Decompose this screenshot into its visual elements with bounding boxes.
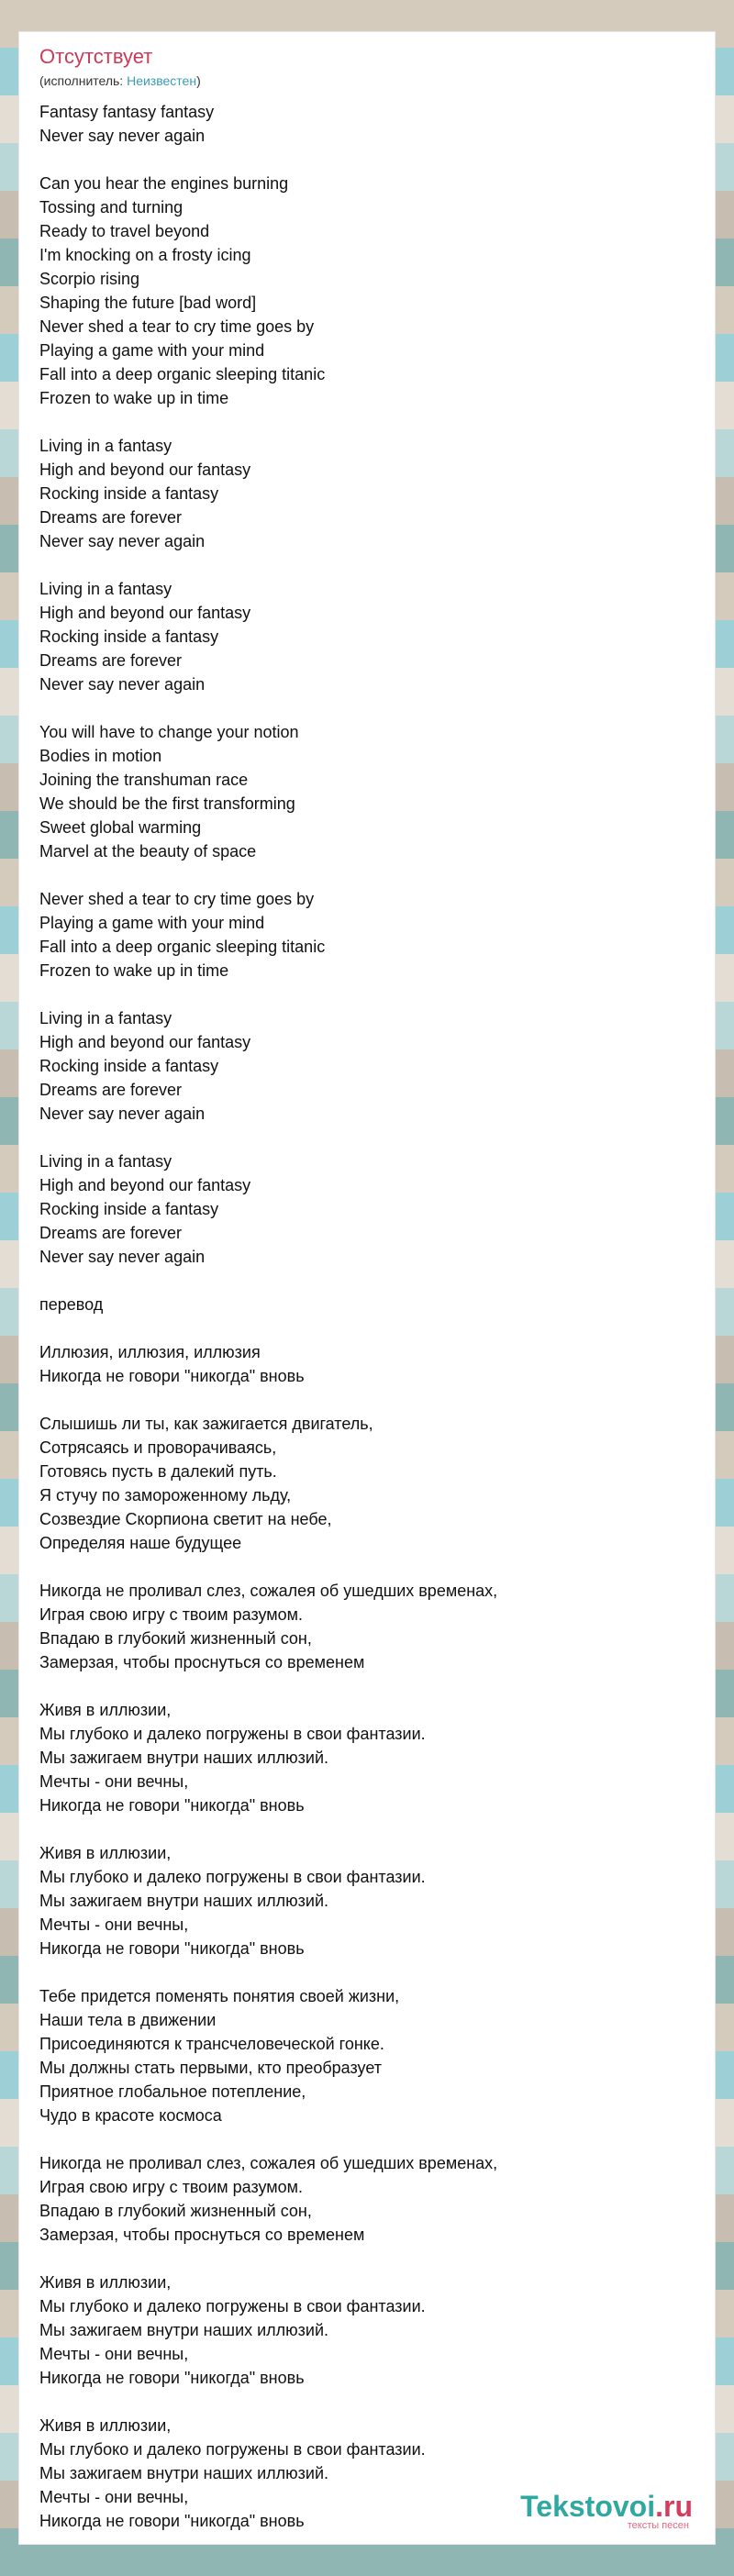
lyric-line: Присоединяются к трансчеловеческой гонке.: [39, 2035, 384, 2053]
lyric-line: Dreams are forever: [39, 1224, 183, 1242]
lyric-line: Чудо в красоте космоса: [39, 2106, 222, 2125]
stanza: [39, 887, 715, 983]
lyric-line: Мечты - они вечны,: [39, 1772, 189, 1791]
lyric-line: We should be the first transforming: [39, 794, 295, 813]
lyric-line: Играя свою игру с твоим разумом.: [39, 1605, 304, 1624]
lyric-line: Scorpio rising: [39, 270, 140, 288]
stanza: [39, 577, 715, 696]
lyric-line: Слышишь ли ты, как зажигается двигатель,: [39, 1415, 373, 1433]
lyric-line: Living in a fantasy: [39, 1009, 172, 1027]
lyric-line: Играя свою игру с твоим разумом.: [39, 2178, 304, 2196]
lyric-line: Joining the transhuman race: [39, 771, 249, 789]
lyric-line: Живя в иллюзии,: [39, 1701, 172, 1719]
lyric-line: Никогда не проливал слез, сожалея об ушедших временах,: [39, 1582, 498, 1600]
lyric-line: Наши тела в движении: [39, 2011, 217, 2029]
lyric-line: Rocking inside a fantasy: [39, 1057, 219, 1075]
lyric-line: Мы зажигаем внутри наших иллюзий.: [39, 2464, 329, 2482]
lyric-line: Dreams are forever: [39, 651, 183, 670]
lyric-line: Мы глубоко и далеко погружены в свои фантазии.: [39, 1725, 426, 1743]
lyric-line: Playing a game with your mind: [39, 341, 265, 360]
lyric-line: High and beyond our fantasy: [39, 1033, 251, 1051]
lyric-line: Can you hear the engines burning: [39, 174, 289, 193]
lyric-line: Dreams are forever: [39, 508, 183, 527]
lyric-line: Мы глубоко и далеко погружены в свои фантазии.: [39, 2297, 426, 2315]
lyric-line: Shaping the future [bad word]: [39, 294, 257, 312]
stanza: [39, 2271, 715, 2390]
lyric-line: Мы зажигаем внутри наших иллюзий.: [39, 1749, 329, 1767]
lyric-line: Никогда не проливал слез, сожалея об ушедших временах,: [39, 2154, 498, 2172]
site-logo[interactable]: [520, 2491, 693, 2531]
lyric-line: Never say never again: [39, 675, 206, 694]
lyrics-text: [19, 89, 715, 2533]
lyric-line: High and beyond our fantasy: [39, 461, 251, 479]
lyric-line: Живя в иллюзии,: [39, 2273, 172, 2292]
lyric-line: Замерзая, чтобы проснуться со временем: [39, 1653, 365, 1671]
lyric-line: Приятное глобальное потепление,: [39, 2082, 306, 2101]
lyric-line: Живя в иллюзии,: [39, 2416, 172, 2435]
stanza: [39, 100, 715, 148]
lyric-line: Мы глубоко и далеко погружены в свои фантазии.: [39, 2440, 426, 2459]
stanza: [39, 434, 715, 553]
song-header: [19, 32, 715, 89]
lyric-line: Bodies in motion: [39, 747, 162, 765]
artist-line: [39, 72, 715, 89]
lyric-line: Fantasy fantasy fantasy: [39, 103, 215, 121]
stanza: [39, 1293, 715, 1316]
lyric-line: Rocking inside a fantasy: [39, 627, 219, 646]
lyric-line: Fall into a deep organic sleeping titanic: [39, 365, 326, 383]
lyric-line: Living in a fantasy: [39, 437, 172, 455]
stanza: [39, 1579, 715, 1674]
lyric-line: Мечты - они вечны,: [39, 2345, 189, 2363]
lyric-line: I'm knocking on a frosty icing: [39, 246, 251, 264]
lyric-line: Определяя наше будущее: [39, 1534, 242, 1552]
lyric-line: Never shed a tear to cry time goes by: [39, 317, 315, 336]
stanza: [39, 172, 715, 410]
lyric-line: Playing a game with your mind: [39, 914, 265, 932]
stanza: [39, 2151, 715, 2247]
lyric-line: Никогда не говори "никогда" вновь: [39, 2512, 305, 2530]
lyric-line: You will have to change your notion: [39, 723, 299, 741]
stanza: [39, 720, 715, 863]
stanza: [39, 1984, 715, 2127]
lyric-line: Впадаю в глубокий жизненный сон,: [39, 1629, 312, 1648]
lyric-line: High and beyond our fantasy: [39, 604, 251, 622]
lyric-line: Замерзая, чтобы проснуться со временем: [39, 2226, 365, 2244]
lyric-line: Never say never again: [39, 1248, 206, 1266]
lyric-line: Never say never again: [39, 127, 206, 145]
stanza: [39, 1412, 715, 1555]
lyric-line: Living in a fantasy: [39, 580, 172, 598]
stanza: [39, 1006, 715, 1126]
lyric-line: Ready to travel beyond: [39, 222, 210, 240]
artist-prefix: (исполнитель:: [39, 73, 128, 88]
lyric-line: Никогда не говори "никогда" вновь: [39, 1367, 305, 1385]
lyric-line: Never say never again: [39, 532, 206, 550]
lyric-line: Никогда не говори "никогда" вновь: [39, 1796, 305, 1815]
artist-suffix: ): [196, 73, 201, 88]
lyric-line: Готовясь пусть в далекий путь.: [39, 1462, 277, 1481]
lyric-line: Living in a fantasy: [39, 1152, 172, 1171]
artist-link[interactable]: Неизвестен: [127, 73, 197, 88]
logo-domain: .ru: [655, 2490, 693, 2523]
lyric-line: Tossing and turning: [39, 198, 184, 217]
lyric-line: Sweet global warming: [39, 818, 202, 837]
lyric-line: Fall into a deep organic sleeping titanic: [39, 938, 326, 956]
lyric-line: Тебе придется поменять понятия своей жизни,: [39, 1987, 400, 2005]
stanza: [39, 1841, 715, 1960]
stanza: [39, 1340, 715, 1388]
logo-wordmark: [520, 2491, 693, 2522]
logo-name: Tekstovoi: [520, 2490, 656, 2523]
lyrics-card: [18, 31, 716, 2545]
lyric-line: Мы зажигаем внутри наших иллюзий.: [39, 1892, 329, 1910]
lyric-line: Впадаю в глубокий жизненный сон,: [39, 2202, 312, 2220]
lyric-line: Never shed a tear to cry time goes by: [39, 890, 315, 908]
stanza: [39, 1698, 715, 1817]
lyric-line: High and beyond our fantasy: [39, 1176, 251, 1194]
song-title: Отсутствует: [39, 45, 153, 68]
lyric-line: Я стучу по замороженному льду,: [39, 1486, 292, 1505]
lyric-line: перевод: [39, 1295, 104, 1314]
logo-tagline: тексты песен: [627, 2520, 689, 2531]
lyric-line: Мы глубоко и далеко погружены в свои фантазии.: [39, 1868, 426, 1886]
lyric-line: Мы зажигаем внутри наших иллюзий.: [39, 2321, 329, 2339]
lyric-line: Frozen to wake up in time: [39, 389, 229, 407]
lyric-line: Мечты - они вечны,: [39, 2488, 189, 2506]
lyric-line: Мы должны стать первыми, кто преобразует: [39, 2059, 382, 2077]
lyric-line: Rocking inside a fantasy: [39, 1200, 219, 1218]
lyric-line: Никогда не говори "никогда" вновь: [39, 1939, 305, 1958]
lyric-line: Rocking inside a fantasy: [39, 484, 219, 503]
lyric-line: Живя в иллюзии,: [39, 1844, 172, 1862]
lyric-line: Никогда не говори "никогда" вновь: [39, 2369, 305, 2387]
lyric-line: Frozen to wake up in time: [39, 961, 229, 980]
lyric-line: Иллюзия, иллюзия, иллюзия: [39, 1343, 261, 1361]
lyric-line: Never say never again: [39, 1105, 206, 1123]
lyric-line: Созвездие Скорпиона светит на небе,: [39, 1510, 332, 1528]
lyric-line: Dreams are forever: [39, 1081, 183, 1099]
stanza: [39, 1149, 715, 1269]
lyric-line: Сотрясаясь и проворачиваясь,: [39, 1438, 277, 1457]
lyric-line: Мечты - они вечны,: [39, 1915, 189, 1934]
lyric-line: Marvel at the beauty of space: [39, 842, 257, 861]
